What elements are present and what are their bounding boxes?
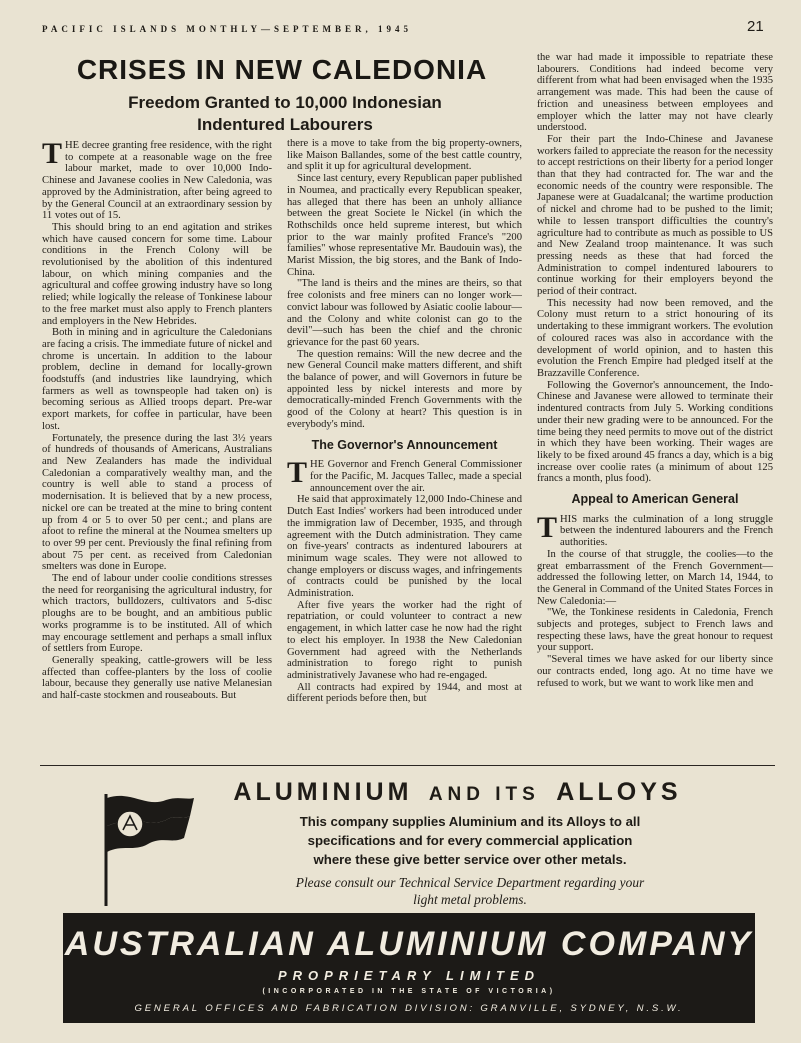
- paragraph: For their part the Indo-Chinese and Javanese workers failed to appreciate the reason for the necessity to accept restrictions on their liberty for a period longer than that they had contracted for. The war and the economic needs of the country were responsible. The Japanese were at Guadalcanal; the wartime production of nickel and chrome had to be pushed to the limit; while to lessen transport difficulties the country's agriculture had to contribute as much as possible to US and New Zealand troop maintenance. It was such pressing needs as these that had forced the Administration to compel indentured labourers to continue working for their employers beyond the period of their contract.: [537, 133, 773, 298]
- paragraph: Fortunately, the presence during the last 3½ years of hundreds of thousands of Americans, Australians and New Zealanders has made the individual Caledonian a comparatively wealthy man, and the country is well able to stand a process of modernisation. It is believed that by a new process, nickel ore can be treated at the mine to bring content up from 4 or 5 to over 50 per cent.; and plans are afoot to refine the mineral at the Noumea smelters up to over 99 per cent. Previously the final refining from about 75 per cent. as received from Caledonian smelters was done in Europe.: [42, 432, 272, 573]
- paragraph: The question remains: Will the new decree and the new General Council make matters different, and shift the balance of power, and will Governors in future be appointed less by nickel interests and more by democratically-minded French Governments with the good of the Colony at heart? This question is in everybody's mind.: [287, 348, 522, 430]
- paragraph: This necessity had now been removed, and the Colony must return to a strict honouring of its undertaking to these immigrant workers. The evolution of coloured races was also in accordance with the development of world opinion, and to hasten this evolution the French Empire had pledged itself at the Brazzaville Conference.: [537, 297, 773, 379]
- drop-cap: T: [42, 140, 63, 170]
- paragraph: Following the Governor's announcement, the Indo-Chinese and Javanese were allowed to terminate their indentured contracts from July 5. Working conditions under their new grading were to be announced. For the time being they need permits to move out of the district in which they have been working. Their wages are likely to be fixed around 45 francs a day, which is a big increase over coolie rates (a minimum of about 125 francs a month, plus food).: [537, 379, 773, 485]
- ad-consult-line: Please consult our Technical Service Department regarding your: [295, 875, 645, 890]
- ad-word-alloys: ALLOYS: [556, 778, 682, 806]
- ad-body: [260, 812, 680, 869]
- paragraph: He said that approximately 12,000 Indo-Chinese and Dutch East Indies' workers had been introduced under the immigration law of December, 1935, and through agreement with the Dutch administration. They came on five-years' contracts as indentured labourers at minimum wage scales. They were not allowed to change employers or discuss wages, and infringements of contracts could be punished by the local Administration.: [287, 494, 522, 600]
- paragraph: Generally speaking, cattle-growers will be less affected than coffee-planters by the loss of coolie labour, because they generally use native Melanesian and half-caste stockmen and rouseabouts. But: [42, 654, 272, 702]
- ad-consult-line: light metal problems.: [413, 892, 527, 907]
- ad-word-and-its: AND ITS: [428, 784, 540, 805]
- paragraph: Both in mining and in agriculture the Caledonians are facing a crisis. The immediate future of nickel and chrome is uncertain. In addition to the labour problem, decline in demand for locally-grown foodstuffs (and industries like laundrying, which farmers as well as townspeople had taken on) is becoming serious as Allied troops depart. Pre-war export markets, for coffee in particular, have been lost.: [42, 327, 272, 432]
- paragraph: there is a move to take from the big property-owners, like Maison Ballandes, some of the best cattle country, and split it up for agricultural development.: [287, 138, 522, 173]
- paragraph: THE decree granting free residence, with the right to compete at a reasonable wage on the free labour market, made to over 10,000 Indo-Chinese and Javanese coolies in New Caledonia, was approved by the Administration, after being agreed to by the General Council at an extraordinary session by 11 votes out of 15.: [42, 140, 272, 222]
- paragraph: After five years the worker had the right of repatriation, or could volunteer to contract a new engagement, in which latter case he now had the right to elect his employer. In 1938 the New Caledonian Government had agreed with the Netherlands administration to forego right to punish administratively Javanese who had re-engaged.: [287, 599, 522, 681]
- article-subtitle: [60, 92, 510, 136]
- article-column-1: [42, 140, 272, 765]
- page-number: 21: [747, 18, 764, 35]
- paragraph: "We, the Tonkinese residents in Caledonia, French subjects and proteges, subject to French laws and respecting these laws, have the great honour to request your support.: [537, 607, 773, 654]
- subtitle-line-1: Freedom Granted to 10,000 Indonesian: [128, 93, 442, 112]
- divider-rule: [40, 765, 775, 766]
- ad-body-line: This company supplies Aluminium and its Alloys to all: [299, 814, 641, 829]
- section-heading-governor: The Governor's Announcement: [311, 437, 498, 452]
- company-banner: [63, 913, 755, 1023]
- paragraph: This should bring to an end agitation and strikes which have caused concern for some time. Labour conditions in the French Colony will be revolutionised by the abolition of this indentured labour, on which mining companies and the agricultural and coffee growing industry have so long relied; while logically the release of Tonkinese labour to the free market must also apply to French planters and employers in the New Hebrides.: [42, 221, 272, 327]
- paragraph: THIS marks the culmination of a long struggle between the indentured labourers and the French authorities.: [537, 510, 773, 549]
- article-column-2: [287, 138, 522, 765]
- paragraph: In the course of that struggle, the coolies—to the great embarrassment of the French Government—addressed the following letter, on March 14, 1944, to the General in Command of the United States Forces in New Caledonia:—: [537, 548, 773, 607]
- paragraph: THE Governor and French General Commissioner for the Pacific, M. Jacques Tallec, made a special announcement over the air.: [287, 456, 522, 494]
- subtitle-line-2: Indentured Labourers: [197, 115, 373, 134]
- article-column-3: [537, 52, 773, 765]
- paragraph: Since last century, every Republican paper published in Noumea, and practically every Republican speaker, has alleged that there has been an unholy alliance between the great Societe le Nickel (in which the Rothschilds once held supreme interest, but which prior to the war mainly profited France's "200 families" whose representative Mr. Baudouin was), the Marist Mission, the big stores, and the Bank of Indo-China.: [287, 173, 522, 278]
- drop-cap: T: [537, 510, 558, 544]
- ad-headline: [140, 778, 775, 807]
- ad-body-line: where these give better service over other metals.: [313, 852, 627, 867]
- drop-cap: T: [287, 456, 308, 490]
- paragraph: The end of labour under coolie conditions stresses the need for reorganising the agricultural industry, for which tractors, bulldozers, cultivators and 5-disc ploughs are to be bought, and an ambitious public works programme is to be instituted. All of which may encourage settlement and perhaps a small influx of settlers from Europe.: [42, 573, 272, 655]
- article-title: CRISES IN NEW CALEDONIA: [76, 54, 488, 85]
- running-head: PACIFIC ISLANDS MONTHLY—SEPTEMBER, 1945: [42, 24, 413, 34]
- company-incorporated: (INCORPORATED IN THE STATE OF VICTORIA): [262, 988, 556, 995]
- paragraph: the war had made it impossible to repatriate these labourers. Conditions had indeed become very different from what had been envisaged when the 1935 arrangement was made. This had been the cause of friction and uneasiness between employees and employer which the latter may not have clearly understood.: [537, 52, 773, 134]
- company-offices: GENERAL OFFICES AND FABRICATION DIVISION: GRANVILLE, SYDNEY, N.S.W.: [134, 1003, 684, 1014]
- flag-logo-icon: [86, 786, 196, 906]
- company-proprietary: PROPRIETARY LIMITED: [277, 968, 541, 983]
- ad-word-aluminium: ALUMINIUM: [233, 778, 413, 806]
- paragraph: All contracts had expired by 1944, and most at different periods before then, but: [287, 681, 522, 705]
- company-name: AUSTRALIAN ALUMINIUM COMPANY: [64, 925, 754, 963]
- ad-consult-text: [230, 874, 710, 908]
- section-heading-appeal: Appeal to American General: [571, 492, 739, 507]
- paragraph: "The land is theirs and the mines are theirs, so that free colonists and free miners can no longer work—convict labour was followed by Asiatic coolie labour—and the Colony and white colonist can go to the devil"—such has been the chief and the chronic grievance for the past 60 years.: [287, 278, 522, 348]
- paragraph: "Several times we have asked for our liberty since our contracts ended, long ago. At no time have we refused to work, but we want to work like men and: [537, 654, 773, 689]
- ad-body-line: specifications and for every commercial application: [307, 833, 633, 848]
